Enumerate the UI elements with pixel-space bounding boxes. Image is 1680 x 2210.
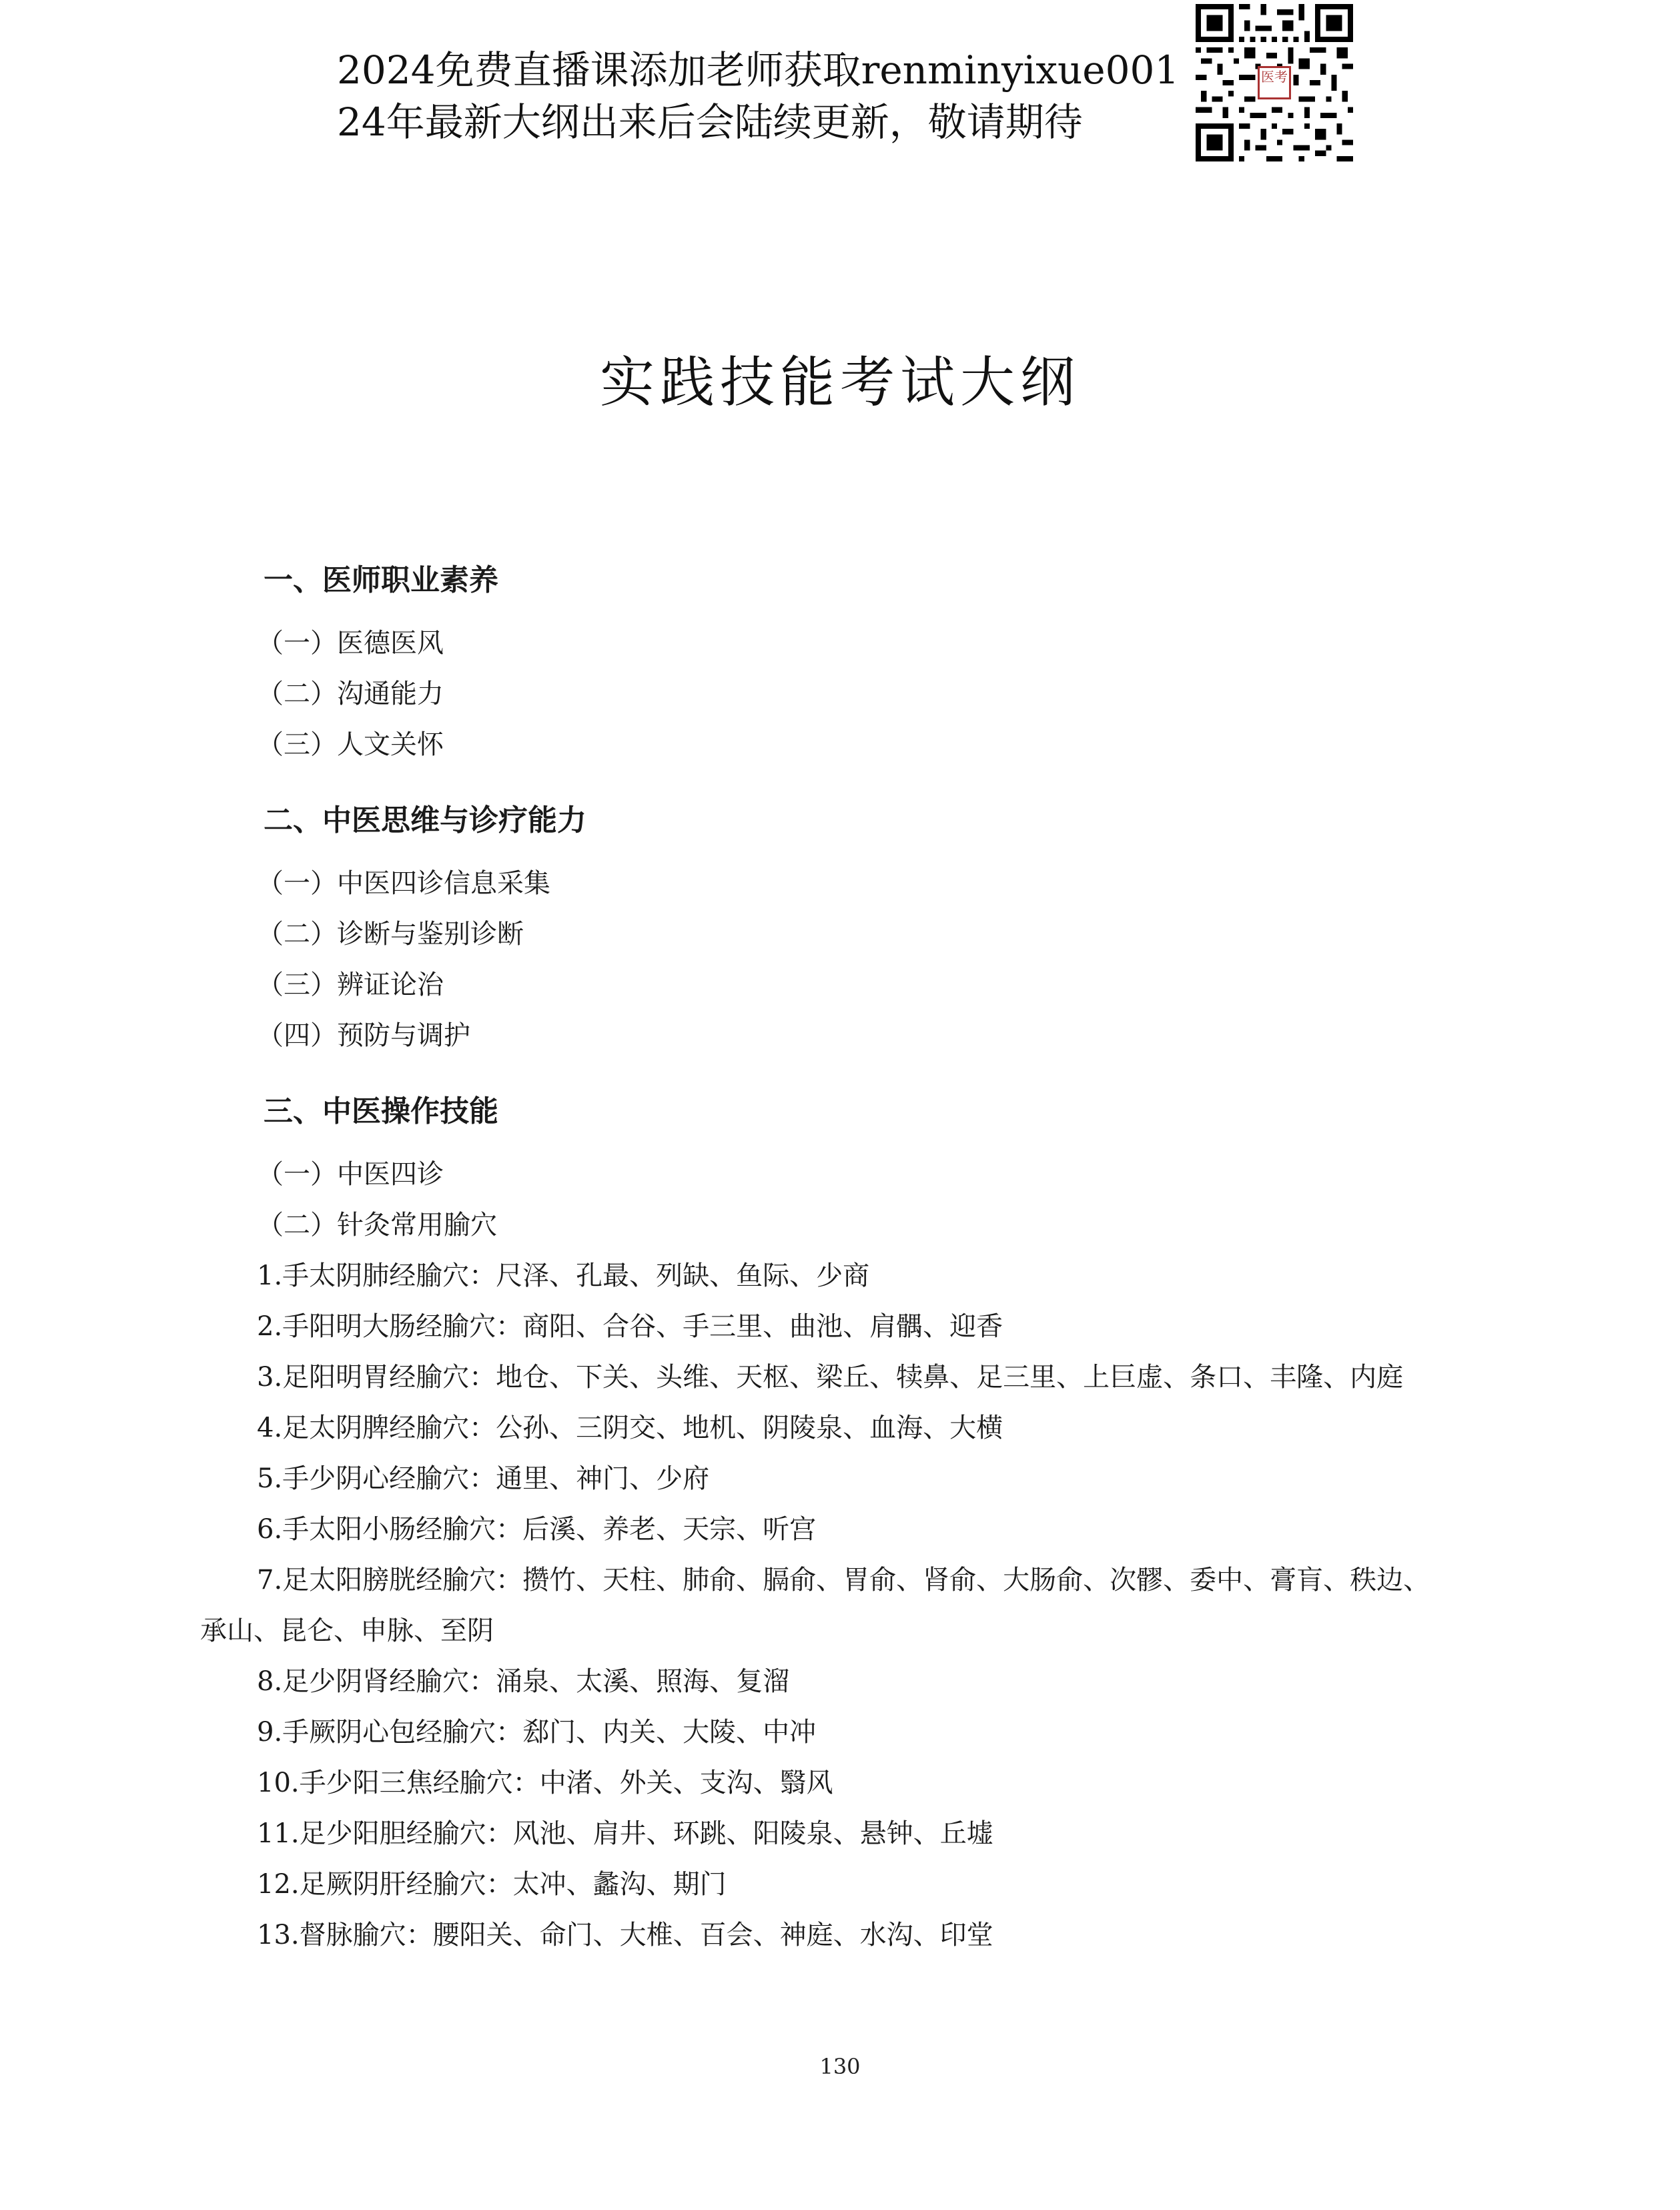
promo-banner [337,44,1180,148]
list-item: （一）中医四诊 [257,1159,444,1190]
acupoint-item: 13.督脉腧穴：腰阳关、命门、大椎、百会、神庭、水沟、印堂 [257,1920,993,1950]
acupoint-item: 3.足阳明胃经腧穴：地仓、下关、头维、天枢、梁丘、犊鼻、足三里、上巨虚、条口、丰隆、内庭 [257,1362,1404,1393]
qr-logo: 医考 [1258,66,1291,99]
list-item: （一）医德医风 [257,628,444,659]
list-item: （四）预防与调护 [257,1020,470,1051]
list-item: （三）辨证论治 [257,970,444,1000]
acupoint-item: 9.手厥阴心包经腧穴：郄门、内关、大陵、中冲 [257,1717,817,1748]
acupoint-item: 1.手太阴肺经腧穴：尺泽、孔最、列缺、鱼际、少商 [257,1260,870,1291]
acupoint-item-continuation: 承山、昆仑、申脉、至阴 [200,1615,494,1646]
list-item: （一）中医四诊信息采集 [257,868,550,899]
acupoint-item: 4.足太阴脾经腧穴：公孙、三阴交、地机、阴陵泉、血海、大横 [257,1413,1003,1443]
page-number: 130 [819,2054,861,2079]
acupoint-item: 7.足太阳膀胱经腧穴：攒竹、天柱、肺俞、膈俞、胃俞、肾俞、大肠俞、次髎、委中、膏肓、秩边、 [257,1565,1430,1595]
list-item: （二）针灸常用腧穴 [257,1210,497,1240]
acupoint-item: 2.手阳明大肠经腧穴：商阳、合谷、手三里、曲池、肩髃、迎香 [257,1311,1003,1342]
list-item: （二）沟通能力 [257,679,444,709]
qr-code [1196,4,1353,161]
list-item: （三）人文关怀 [257,729,444,760]
section-heading: 一、医师职业素养 [264,563,498,597]
page-title: 实践技能考试大纲 [599,351,1080,414]
acupoint-item: 12.足厥阴肝经腧穴：太冲、蠡沟、期门 [257,1869,727,1900]
acupoint-item: 10.手少阳三焦经腧穴：中渚、外关、支沟、翳风 [257,1768,833,1798]
section-heading: 二、中医思维与诊疗能力 [264,803,586,837]
acupoint-item: 11.足少阳胆经腧穴：风池、肩井、环跳、阳陵泉、悬钟、丘墟 [257,1818,993,1849]
promo-line-1: 2024免费直播课添加老师获取renminyixue001 [337,47,1180,93]
promo-line-2: 24年最新大纲出来后会陆续更新，敬请期待 [337,99,1083,145]
acupoint-item: 6.手太阳小肠经腧穴：后溪、养老、天宗、听宫 [257,1514,817,1545]
list-item: （二）诊断与鉴别诊断 [257,919,524,950]
acupoint-item: 5.手少阴心经腧穴：通里、神门、少府 [257,1463,710,1494]
outline [200,561,1508,1960]
section-heading: 三、中医操作技能 [264,1094,498,1128]
acupoint-item: 8.足少阴肾经腧穴：涌泉、太溪、照海、复溜 [257,1666,790,1697]
